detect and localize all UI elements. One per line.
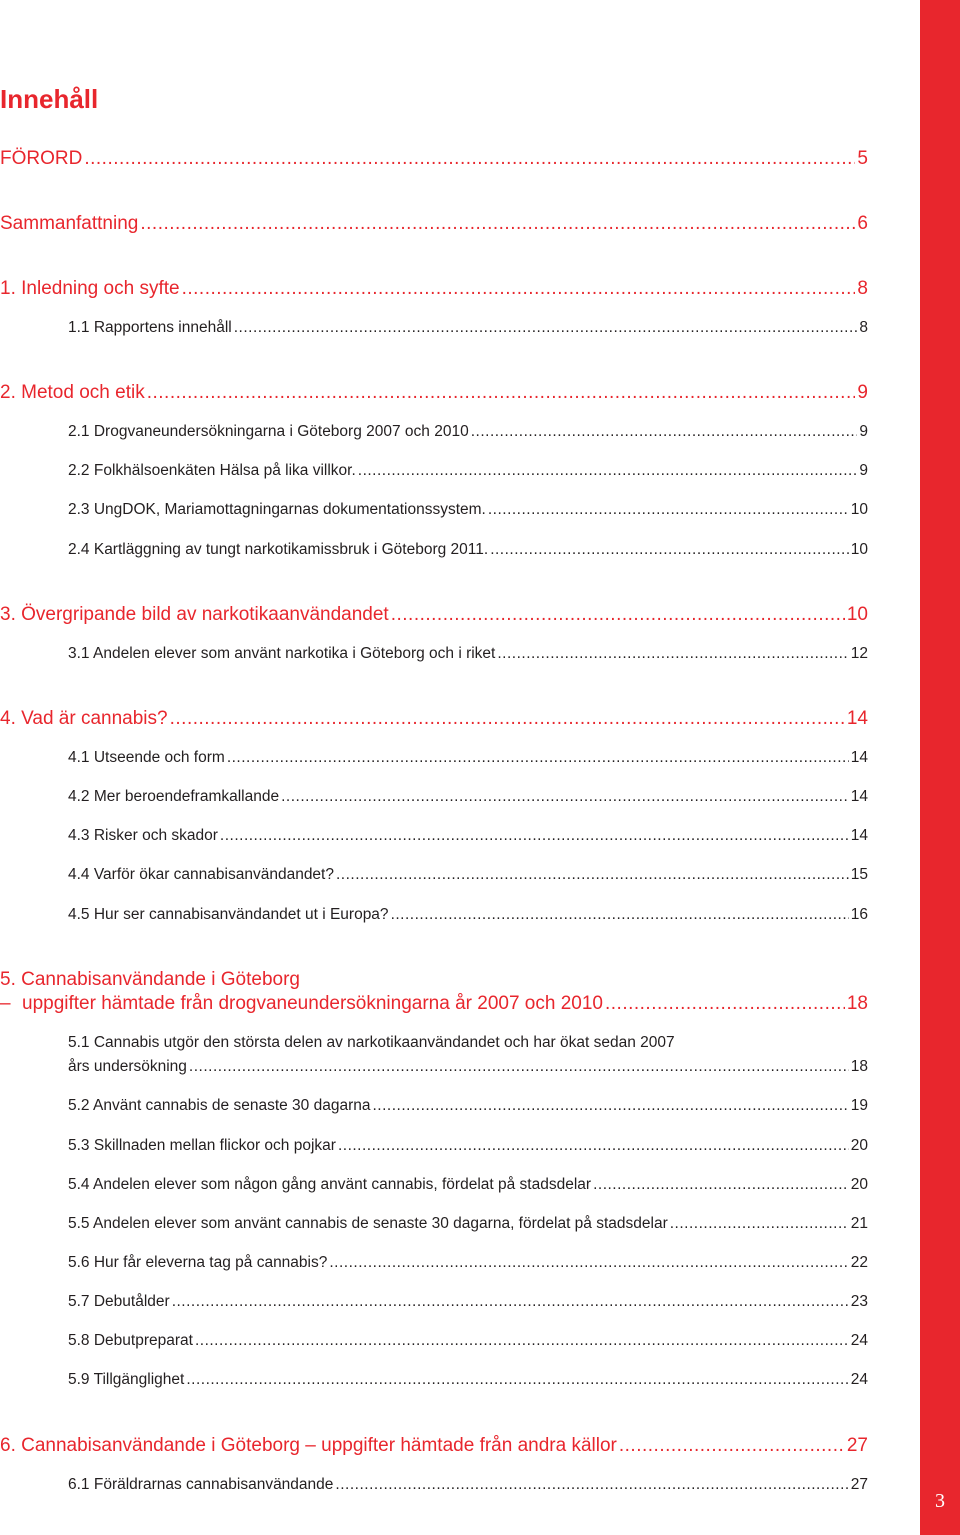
toc-entry-5-5[interactable] xyxy=(68,1216,868,1232)
toc-entry-label: 5.5 Andelen elever som använt cannabis de senaste 30 dagarna, fördelat på stadsdelar xyxy=(68,1215,668,1232)
toc-entry-page: 20 xyxy=(850,1137,868,1154)
toc-entry-label: 2.3 UngDOK, Mariamottagningarnas dokumentationssystem. xyxy=(68,501,486,518)
dot-leader xyxy=(619,1436,845,1455)
toc-entry-label: 1. Inledning och syfte xyxy=(0,278,180,299)
toc-entry-label: 5.6 Hur får eleverna tag på cannabis? xyxy=(68,1254,328,1271)
toc-entry-page: 18 xyxy=(846,993,868,1014)
dot-leader xyxy=(220,828,849,844)
toc-entry-label: 5.4 Andelen elever som någon gång använt cannabis, fördelat på stadsdelar xyxy=(68,1176,592,1193)
toc-entry-label: 6. Cannabisanvändande i Göteborg – uppgifter hämtade från andra källor xyxy=(0,1435,617,1456)
toc-entry-label: 3.1 Andelen elever som använt narkotika i Göteborg och i riket xyxy=(68,645,496,662)
toc-entry-5-dash: – xyxy=(0,993,11,1014)
dot-leader xyxy=(182,279,856,298)
toc-entry-4-4[interactable] xyxy=(68,867,868,883)
dot-leader xyxy=(189,1059,849,1075)
toc-entry-6-1[interactable] xyxy=(68,1477,868,1493)
toc-entry-label: 1.1 Rapportens innehåll xyxy=(68,319,232,336)
toc-title: Innehåll xyxy=(0,84,99,114)
toc-entry-page: 8 xyxy=(857,278,868,299)
dot-leader xyxy=(281,789,849,805)
toc-entry-page: 27 xyxy=(846,1435,868,1456)
toc-entry-label: 4.4 Varför ökar cannabisanvändandet? xyxy=(68,866,334,883)
toc-entry-page: 10 xyxy=(846,604,868,625)
dot-leader xyxy=(670,1216,849,1232)
toc-entry-4-5[interactable] xyxy=(68,907,868,923)
toc-entry-page: 9 xyxy=(859,423,868,440)
toc-entry-1-1[interactable] xyxy=(68,320,868,336)
dot-leader xyxy=(391,907,849,923)
dot-leader xyxy=(497,646,848,662)
dot-leader xyxy=(593,1177,849,1193)
dot-leader xyxy=(358,463,858,479)
toc-entry-page: 19 xyxy=(850,1097,868,1114)
toc-entry-label: Sammanfattning xyxy=(0,213,139,234)
toc-entry-5-1-line1[interactable]: 5.1 Cannabis utgör den största delen av narkotikaanvändandet och har ökat sedan 2007 xyxy=(68,1034,675,1051)
toc-entry-label: 5.2 Använt cannabis de senaste 30 dagarna xyxy=(68,1097,371,1114)
toc-entry-2-3[interactable] xyxy=(68,502,868,518)
toc-entry-label: 2.4 Kartläggning av tungt narkotikamissbruk i Göteborg 2011. xyxy=(68,541,489,558)
toc-entry-page: 24 xyxy=(850,1371,868,1388)
dot-leader xyxy=(471,424,858,440)
toc-entry-2-4[interactable] xyxy=(68,542,868,558)
toc-entry-4-3[interactable] xyxy=(68,828,868,844)
toc-entry-label: 4.1 Utseende och form xyxy=(68,749,225,766)
dot-leader xyxy=(373,1098,849,1114)
toc-entry-4-1[interactable] xyxy=(68,750,868,766)
toc-entry-label: 2. Metod och etik xyxy=(0,382,145,403)
toc-entry-5-6[interactable] xyxy=(68,1255,868,1271)
toc-entry-3-1[interactable] xyxy=(68,646,868,662)
toc-entry-2-2[interactable] xyxy=(68,463,868,479)
toc-entry-5-2[interactable] xyxy=(68,1098,868,1114)
dot-leader xyxy=(488,502,849,518)
toc-entry-label: 6.1 Föräldrarnas cannabisanvändande xyxy=(68,1476,334,1493)
toc-entry-page: 15 xyxy=(850,866,868,883)
dot-leader xyxy=(227,750,849,766)
toc-entry-label: 4. Vad är cannabis? xyxy=(0,708,168,729)
dot-leader xyxy=(147,383,856,402)
dot-leader xyxy=(170,709,845,728)
dot-leader xyxy=(186,1372,848,1388)
toc-entry-page: 10 xyxy=(850,501,868,518)
toc-entry-5-9[interactable] xyxy=(68,1372,868,1388)
toc-entry-page: 20 xyxy=(850,1176,868,1193)
toc-entry-page: 8 xyxy=(859,319,868,336)
toc-entry-2-1[interactable] xyxy=(68,424,868,440)
toc-entry-3[interactable] xyxy=(0,605,868,624)
toc-entry-page: 21 xyxy=(850,1215,868,1232)
dot-leader xyxy=(490,542,849,558)
toc-entry-5-8[interactable] xyxy=(68,1333,868,1349)
page-number: 3 xyxy=(935,1490,945,1512)
toc-entry-page: 9 xyxy=(859,462,868,479)
side-color-bar xyxy=(920,0,960,1535)
toc-entry-5-1[interactable] xyxy=(68,1059,868,1075)
toc-entry-6[interactable] xyxy=(0,1436,868,1455)
toc-entry-5-3[interactable] xyxy=(68,1138,868,1154)
toc-entry-label: 3. Övergripande bild av narkotikaanvändandet xyxy=(0,604,389,625)
dot-leader xyxy=(605,994,845,1013)
toc-entry-page: 22 xyxy=(850,1254,868,1271)
toc-entry-label: 2.2 Folkhälsoenkäten Hälsa på lika villkor. xyxy=(68,462,356,479)
toc-entry-sammanfattning[interactable] xyxy=(0,214,868,233)
dot-leader xyxy=(234,320,858,336)
toc-entry-label: 5.8 Debutpreparat xyxy=(68,1332,193,1349)
toc-entry-2[interactable] xyxy=(0,383,868,402)
dot-leader xyxy=(391,605,845,624)
dot-leader xyxy=(329,1255,848,1271)
toc-entry-forord[interactable] xyxy=(0,149,868,168)
toc-entry-4-2[interactable] xyxy=(68,789,868,805)
toc-entry-page: 5 xyxy=(857,148,868,169)
toc-entry-1[interactable] xyxy=(0,279,868,298)
dot-leader xyxy=(335,1477,848,1493)
toc-entry-label: uppgifter hämtade från drogvaneundersökningarna år 2007 och 2010 xyxy=(22,993,603,1014)
toc-entry-5-line1[interactable]: 5. Cannabisanvändande i Göteborg xyxy=(0,969,301,990)
toc-entry-page: 14 xyxy=(850,749,868,766)
toc-entry-label: 2.1 Drogvaneundersökningarna i Göteborg 2007 och 2010 xyxy=(68,423,469,440)
dot-leader xyxy=(140,214,855,233)
toc-entry-page: 10 xyxy=(850,541,868,558)
toc-entry-page: 6 xyxy=(857,213,868,234)
toc-entry-page: 23 xyxy=(850,1293,868,1310)
toc-entry-label: 4.5 Hur ser cannabisanvändandet ut i Europa? xyxy=(68,906,389,923)
toc-entry-label: 5.3 Skillnaden mellan flickor och pojkar xyxy=(68,1137,336,1154)
toc-entry-5[interactable] xyxy=(22,994,868,1013)
toc-entry-label: 4.2 Mer beroendeframkallande xyxy=(68,788,280,805)
toc-entry-label: 5.9 Tillgänglighet xyxy=(68,1371,185,1388)
toc-entry-page: 24 xyxy=(850,1332,868,1349)
toc-entry-label: års undersökning xyxy=(68,1058,187,1075)
toc-entry-page: 14 xyxy=(850,788,868,805)
toc-entry-page: 27 xyxy=(850,1476,868,1493)
dot-leader xyxy=(84,149,855,168)
dot-leader xyxy=(336,867,849,883)
toc-entry-page: 12 xyxy=(850,645,868,662)
toc-entry-page: 14 xyxy=(846,708,868,729)
toc-entry-label: FÖRORD xyxy=(0,148,83,169)
toc-entry-page: 16 xyxy=(850,906,868,923)
toc-entry-page: 9 xyxy=(857,382,868,403)
dot-leader xyxy=(338,1138,849,1154)
toc-entry-5-4[interactable] xyxy=(68,1177,868,1193)
toc-entry-5-7[interactable] xyxy=(68,1294,868,1310)
toc-entry-page: 18 xyxy=(850,1058,868,1075)
dot-leader xyxy=(195,1333,849,1349)
toc-entry-4[interactable] xyxy=(0,709,868,728)
toc-entry-label: 5.7 Debutålder xyxy=(68,1293,170,1310)
toc-entry-label: 4.3 Risker och skador xyxy=(68,827,218,844)
toc-entry-page: 14 xyxy=(850,827,868,844)
dot-leader xyxy=(172,1294,849,1310)
